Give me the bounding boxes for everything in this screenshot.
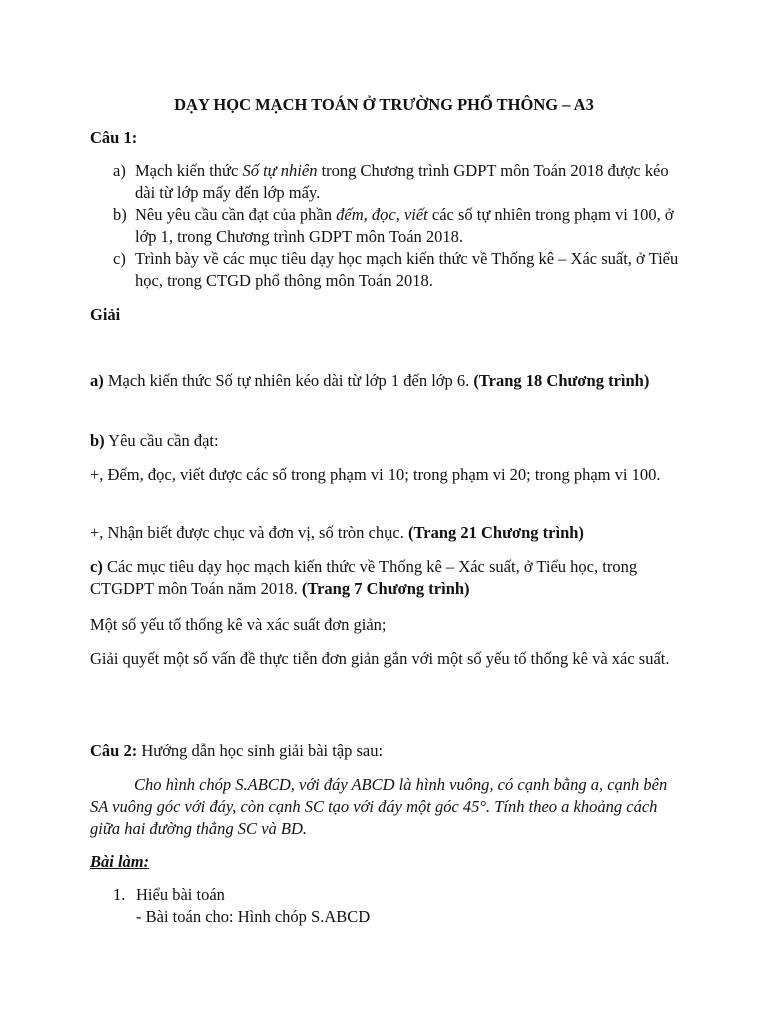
item-text-part: Nêu yêu cầu cần đạt của phần (135, 205, 337, 224)
step-1-number: 1. (113, 885, 126, 904)
item-text-part: trong Chương trình GDPT môn Toán 2018 được kéo dài từ lớp mấy đến lớp mấy. (135, 161, 669, 202)
solution-b-point-2 (90, 522, 680, 544)
item-emphasis: đếm, đọc, viết (336, 205, 428, 224)
solution-label: c) (90, 557, 103, 576)
solution-label: b) (90, 431, 105, 450)
solution-b (90, 430, 680, 452)
item-text-part: Mạch kiến thức (135, 161, 243, 180)
solution-a (90, 370, 680, 392)
solution-text: Mạch kiến thức Số tự nhiên kéo dài từ lớp 1 đến lớp 6. (103, 371, 474, 390)
item-text-part: các số tự nhiên trong phạm vi 100, ở lớp 1, trong Chương trình GDPT môn Toán 2018. (135, 205, 674, 246)
solution-text: Các mục tiêu dạy học mạch kiến thức về Thống kê – Xác suất, ở Tiểu học, trong CTGDPT môn Toán năm 2018. (90, 557, 638, 598)
step-1-detail: - Bài toán cho: Hình chóp S.ABCD (136, 907, 371, 926)
document-title: DẠY HỌC MẠCH TOÁN Ở TRƯỜNG PHỔ THÔNG – A3 (174, 95, 594, 114)
solution-c-point-2: Giải quyết một số vấn đề thực tiễn đơn giản gắn với một số yếu tố thống kê và xác suất. (90, 649, 670, 668)
solution-heading: Giải (90, 305, 121, 324)
question-1-heading: Câu 1: (90, 128, 138, 147)
solution-text: Yêu cầu cần đạt: (104, 431, 219, 450)
work-heading: Bài làm: (90, 852, 150, 871)
page-reference: (Trang 7 Chương trình) (301, 579, 470, 598)
item-text (135, 160, 683, 204)
question-2-intro: Hướng dẫn học sinh giải bài tập sau: (137, 741, 384, 760)
solution-c-point-1: Một số yếu tố thống kê và xác suất đơn giản; (90, 615, 387, 634)
item-emphasis: Số tự nhiên (242, 161, 318, 180)
question-2-heading: Câu 2: (90, 741, 138, 760)
page-reference: (Trang 18 Chương trình) (473, 371, 650, 390)
item-text: Trình bày về các mục tiêu dạy học mạch kiến thức về Thống kê – Xác suất, ở Tiểu học, trong CTGD phổ thông môn Toán 2018. (135, 249, 679, 290)
solution-c (90, 556, 680, 600)
step-1-title: Hiểu bài toán (136, 885, 225, 904)
item-text (135, 204, 683, 248)
item-label: c) (113, 249, 126, 268)
page-reference: (Trang 21 Chương trình) (407, 523, 584, 542)
solution-label: a) (90, 371, 104, 390)
problem-statement: Cho hình chóp S.ABCD, với đáy ABCD là hình vuông, có cạnh bằng a, cạnh bên SA vuông góc với đáy, còn cạnh SC tạo với đáy một góc 45°. Tính theo a khoảng cách giữa hai đường thẳng SC và BD. (90, 775, 668, 838)
question-2 (90, 740, 680, 762)
solution-b-point-1: +, Đếm, đọc, viết được các số trong phạm vi 10; trong phạm vi 20; trong phạm vi 100. (90, 465, 661, 484)
solution-text: +, Nhận biết được chục và đơn vị, số tròn chục. (90, 523, 408, 542)
item-label: b) (113, 205, 127, 224)
item-label: a) (113, 161, 126, 180)
